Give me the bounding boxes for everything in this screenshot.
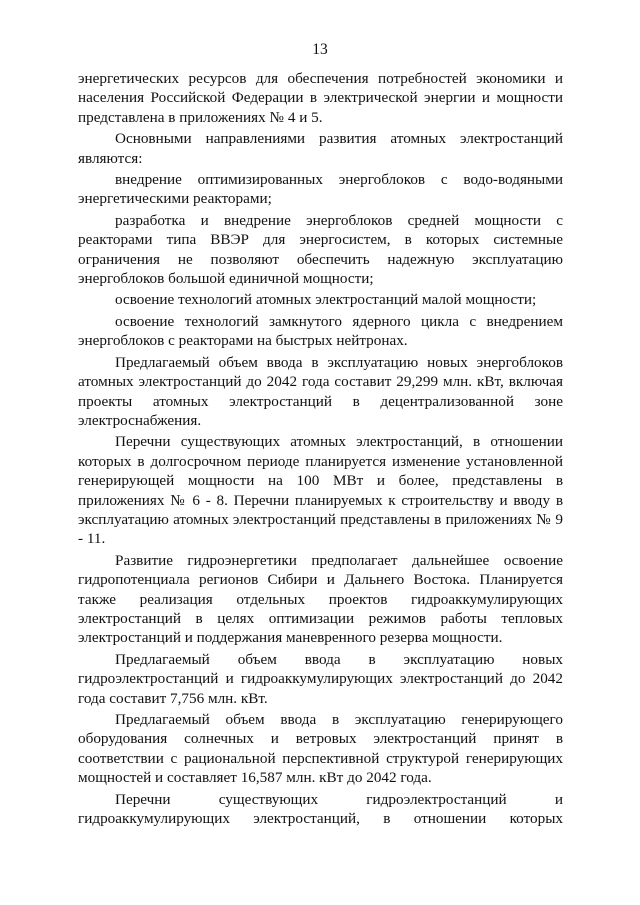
paragraph-solar-wind-volume: Предлагаемый объем ввода в эксплуатацию генерирующего оборудования солнечных и ветровых электростанций принят в соответствии с рациональной перспективной структурой генерирующих мощностей и составляет 16,587 млн. кВт до 2042 года. [78, 711, 563, 787]
body-text [78, 69, 563, 828]
paragraph-hydro-development: Развитие гидроэнергетики предполагает дальнейшее освоение гидропотенциала регионов Сибири и Дальнего Востока. Планируется также реализация отдельных проектов гидроаккумулирующих электростанций в целях оптимизации режимов работы тепловых электростанций и поддержания маневренного резерва мощности. [78, 551, 563, 647]
paragraph-hydro-commissioning-volume: Предлагаемый объем ввода в эксплуатацию новых гидроэлектростанций и гидроаккумулирующих электростанций до 2042 года составит 7,756 млн. кВт. [78, 650, 563, 707]
paragraph-direction-closed-cycle: освоение технологий замкнутого ядерного цикла с внедрением энергоблоков с реакторами на быстрых нейтронах. [78, 312, 563, 350]
paragraph-direction-medium-units: разработка и внедрение энергоблоков средней мощности с реакторами типа ВВЭР для энергосистем, в которых системные ограничения не позволяют обеспечить надежную эксплуатацию энергоблоков большой единичной мощности; [78, 211, 563, 288]
paragraph-npp-directions-intro: Основными направлениями развития атомных электростанций являются: [78, 130, 563, 167]
paragraph-hydro-lists-start: Перечни существующих гидроэлектростанций и гидроаккумулирующих электростанций, в отношении которых [78, 790, 563, 828]
paragraph-continuation: энергетических ресурсов для обеспечения потребностей экономики и населения Российской Федерации в электрической энергии и мощности представлена в приложениях № 4 и 5. [78, 70, 563, 126]
paragraph-direction-small-npp: освоение технологий атомных электростанций малой мощности; [115, 291, 537, 309]
paragraph-direction-optimized-units: внедрение оптимизированных энергоблоков с водо-водяными энергетическими реакторами; [78, 171, 563, 208]
paragraph-npp-commissioning-volume: Предлагаемый объем ввода в эксплуатацию новых энергоблоков атомных электростанций до 2042 года составит 29,299 млн. кВт, включая проекты атомных электростанций в децентрализованной зоне электроснабжения. [78, 353, 563, 429]
page-number: 13 [312, 41, 328, 58]
paragraph-npp-lists: Перечни существующих атомных электростанций, в отношении которых в долгосрочном периоде планируется изменение установленной генерирующей мощности на 100 МВт и более, представлены в приложениях № 6 - 8. Перечни планируемых к строительству и вводу в эксплуатацию атомных электростанций представлены в приложениях № 9 - 11. [78, 433, 563, 548]
